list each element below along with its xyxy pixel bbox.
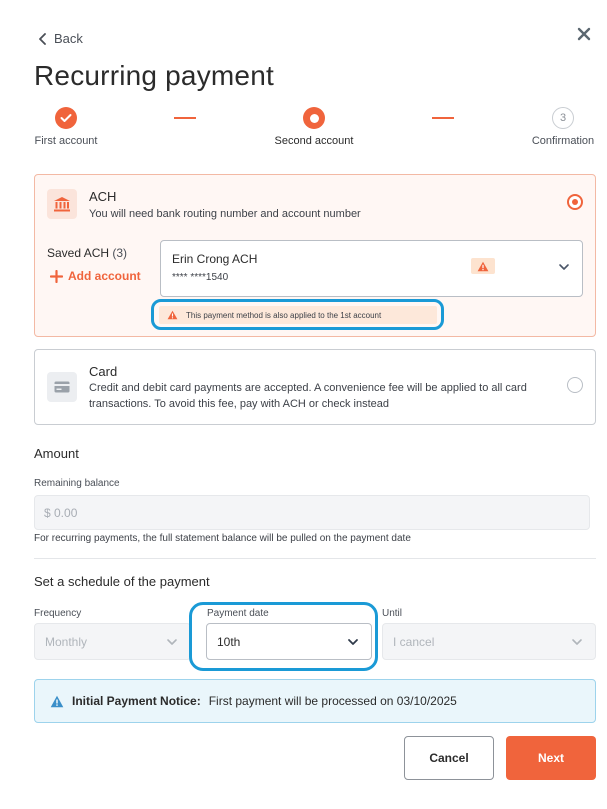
shared-method-notice bbox=[159, 306, 437, 324]
step-label: Confirmation bbox=[531, 135, 595, 147]
saved-account-dropdown[interactable] bbox=[160, 240, 583, 297]
saved-ach-label: Saved ACH (3) bbox=[47, 246, 128, 260]
add-account-button[interactable] bbox=[50, 269, 141, 283]
step-confirmation bbox=[530, 107, 596, 147]
back-link[interactable] bbox=[38, 31, 83, 46]
page-title: Recurring payment bbox=[34, 60, 274, 91]
amount-input[interactable]: $ 0.00 bbox=[34, 495, 590, 530]
ach-title: ACH bbox=[89, 189, 117, 204]
amount-helper-text: For recurring payments, the full statement balance will be pulled on the payment date bbox=[34, 533, 411, 544]
payment-date-label: Payment date bbox=[207, 608, 269, 619]
ach-radio[interactable] bbox=[567, 194, 583, 210]
frequency-label: Frequency bbox=[34, 608, 82, 619]
until-value: I cancel bbox=[393, 634, 435, 649]
payment-date-select[interactable] bbox=[206, 623, 372, 660]
next-button[interactable]: Next bbox=[506, 736, 596, 780]
ach-description: You will need bank routing number and account number bbox=[89, 208, 361, 220]
back-label: Back bbox=[54, 31, 83, 46]
chevron-down-icon bbox=[558, 261, 570, 273]
card-option[interactable] bbox=[34, 349, 596, 425]
bank-icon bbox=[47, 189, 77, 219]
amount-section-title: Amount bbox=[34, 446, 79, 461]
until-select[interactable] bbox=[382, 623, 596, 660]
until-label: Until bbox=[382, 608, 403, 619]
cancel-button[interactable]: Cancel bbox=[404, 736, 494, 780]
remaining-balance-label: Remaining balance bbox=[34, 478, 120, 489]
initial-payment-notice bbox=[34, 679, 596, 723]
payment-date-value: 10th bbox=[217, 634, 241, 649]
current-step-icon bbox=[303, 107, 325, 129]
info-text: First payment will be processed on 03/10/2025 bbox=[208, 694, 457, 708]
info-icon bbox=[50, 695, 64, 708]
frequency-value: Monthly bbox=[45, 634, 88, 649]
frequency-select[interactable] bbox=[34, 623, 191, 660]
warning-icon bbox=[471, 258, 495, 274]
plus-icon bbox=[50, 270, 63, 283]
card-description-line2: transactions. To avoid this fee, pay with ACH or check instead bbox=[89, 398, 390, 410]
step-label: Second account bbox=[274, 135, 354, 147]
account-name: Erin Crong ACH bbox=[172, 252, 258, 266]
schedule-section-title: Set a schedule of the payment bbox=[34, 574, 210, 589]
notice-text: This payment method is also applied to the 1st account bbox=[186, 310, 382, 320]
step-connector bbox=[174, 117, 196, 119]
chevron-left-icon bbox=[38, 33, 48, 45]
credit-card-icon bbox=[47, 372, 77, 402]
chevron-down-icon bbox=[571, 636, 583, 648]
account-number: **** ****1540 bbox=[172, 272, 229, 283]
check-icon bbox=[55, 107, 77, 129]
card-title: Card bbox=[89, 364, 118, 379]
add-account-label: Add account bbox=[68, 269, 141, 283]
step-label: First account bbox=[34, 135, 98, 147]
card-radio[interactable] bbox=[567, 377, 583, 393]
divider bbox=[34, 558, 596, 559]
step-second-account bbox=[271, 107, 357, 147]
step-number: 3 bbox=[552, 107, 574, 129]
info-title: Initial Payment Notice: bbox=[72, 694, 201, 708]
card-description-line1: Credit and debit card payments are accepted. A convenience fee will be applied to all card bbox=[89, 382, 527, 394]
chevron-down-icon bbox=[347, 636, 359, 648]
step-connector bbox=[432, 117, 454, 119]
warning-icon bbox=[167, 310, 178, 320]
close-icon[interactable] bbox=[575, 25, 593, 43]
chevron-down-icon bbox=[166, 636, 178, 648]
step-first-account bbox=[34, 107, 98, 147]
